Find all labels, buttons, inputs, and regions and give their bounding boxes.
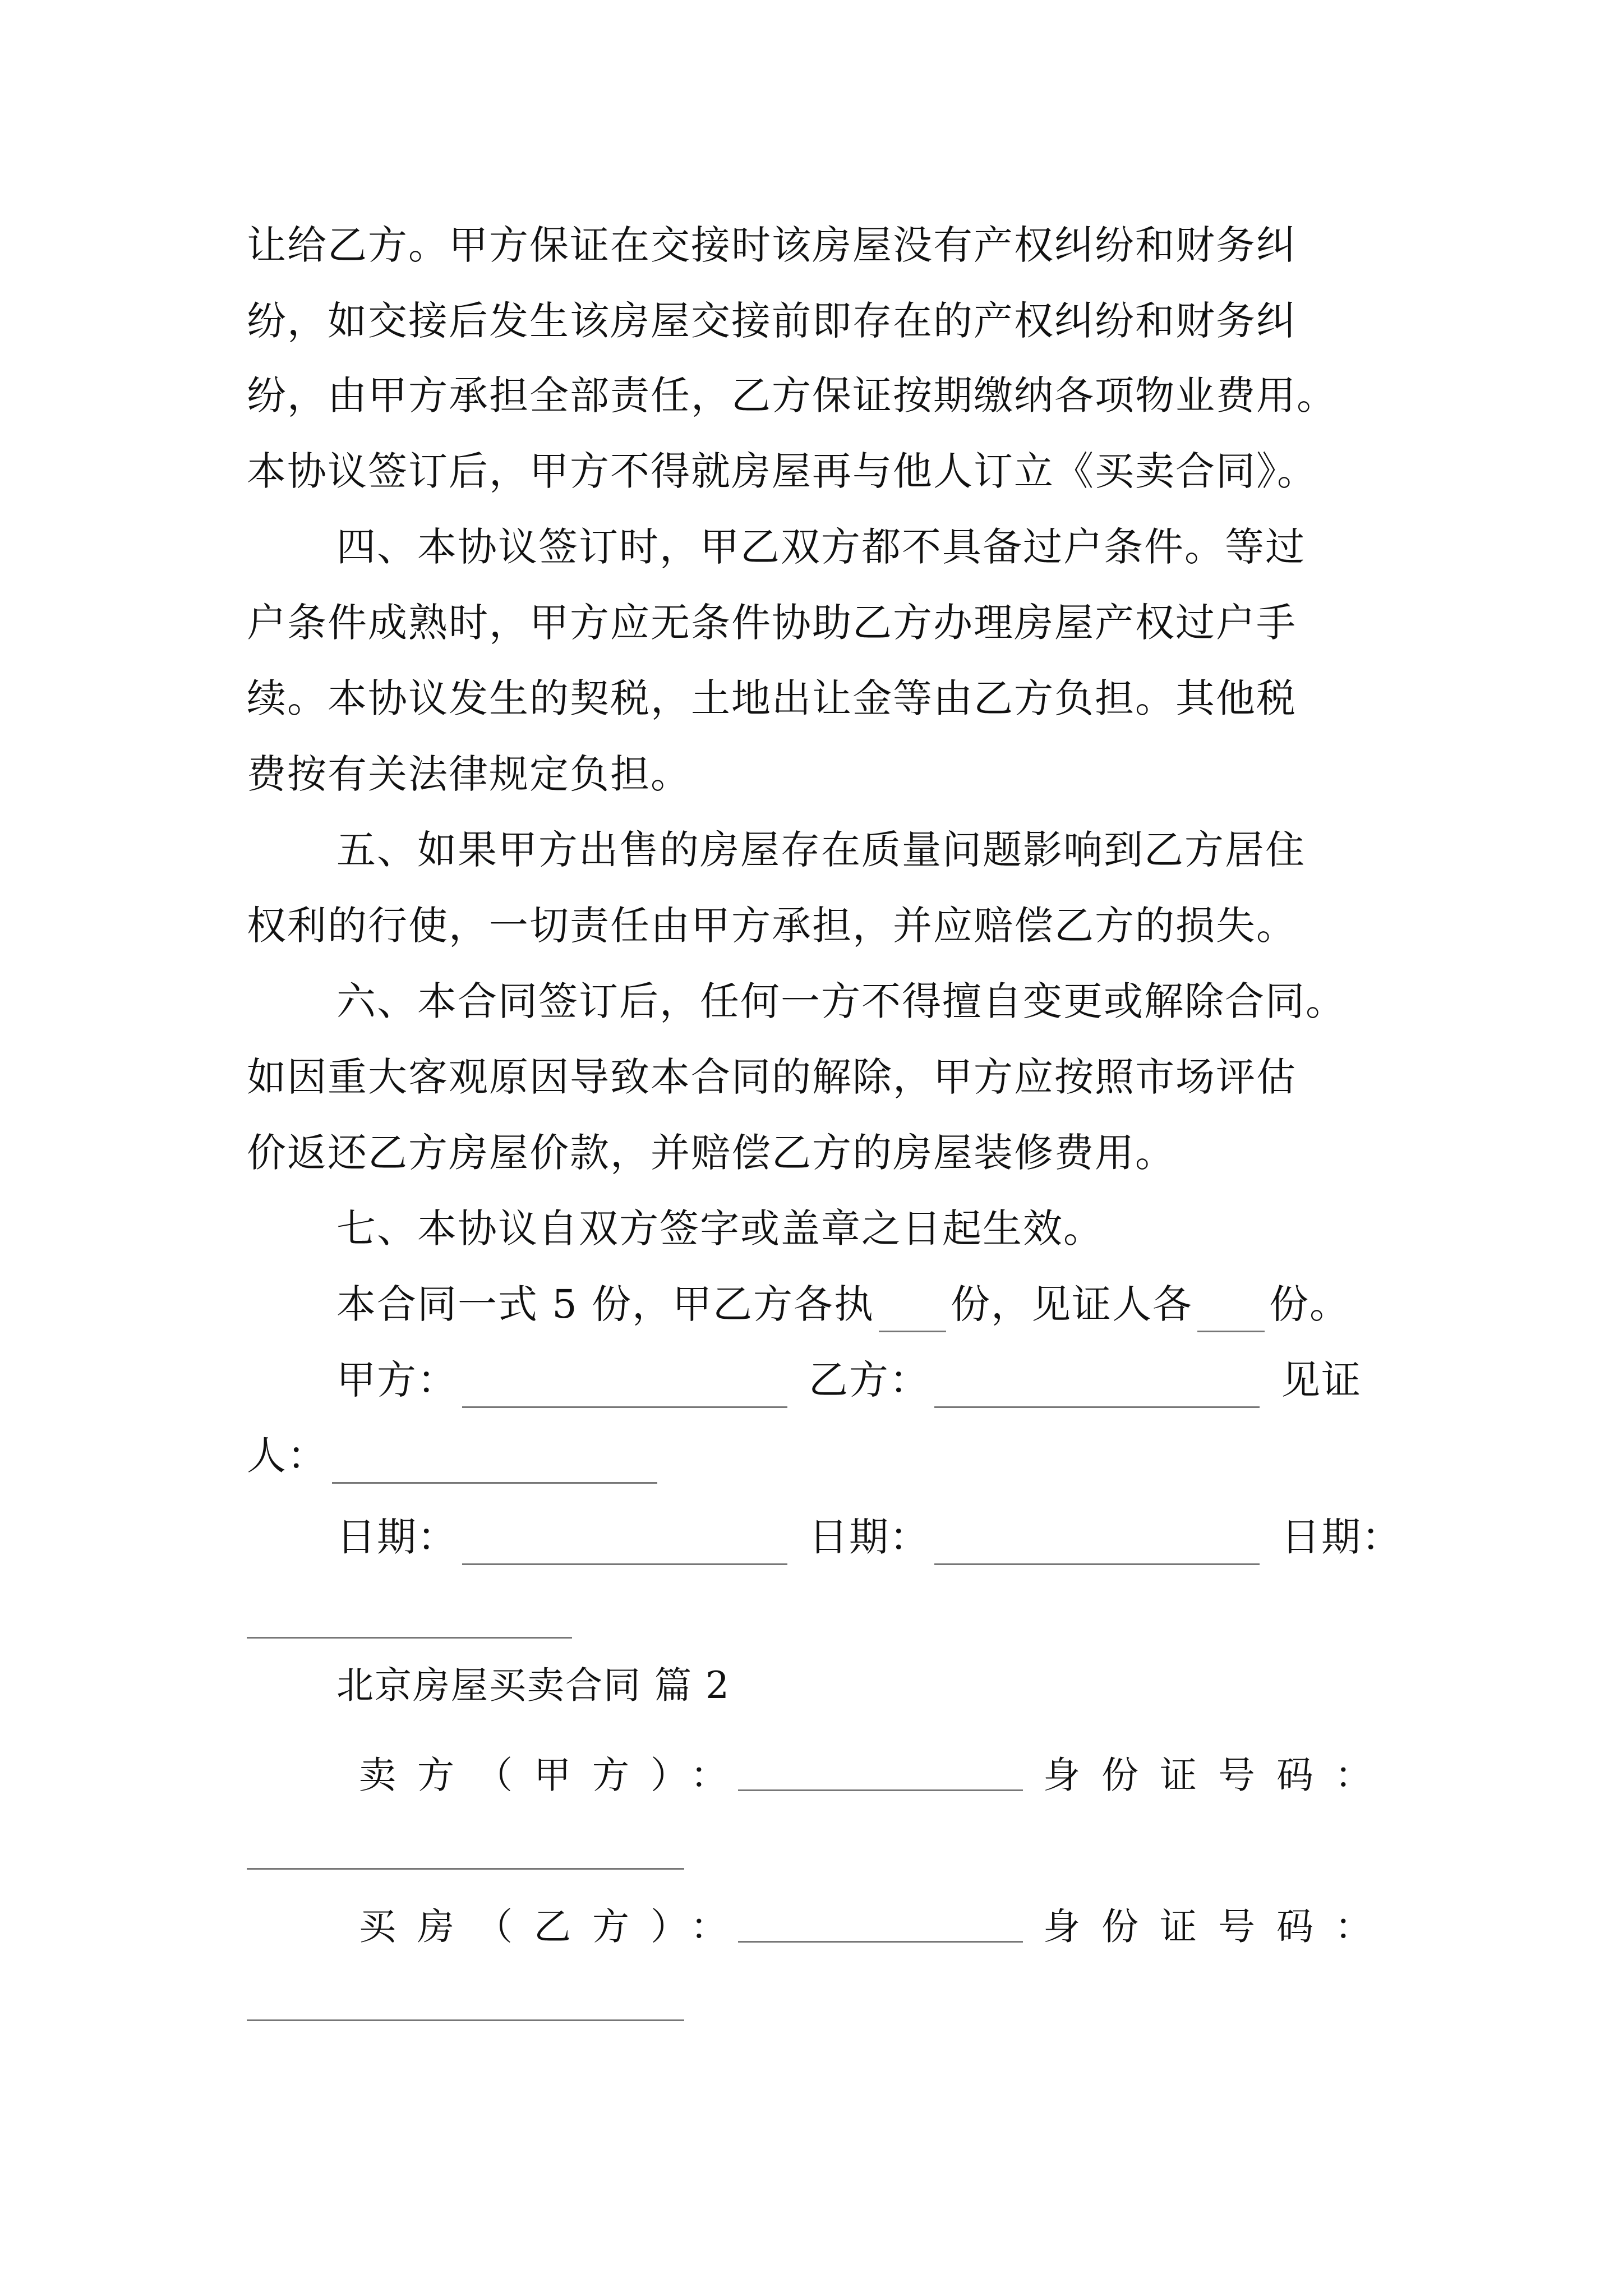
text-line-10: 权利的行使，一切责任由甲方承担，并应赔偿乙方的损失。 [247, 903, 1297, 949]
date-1-label: 日期： [336, 1514, 458, 1560]
text-line-1: 让给乙方。甲方保证在交接时该房屋没有产权纠纷和财务纠 [247, 222, 1297, 268]
copies-line [336, 1276, 1350, 1332]
seller-name-blank[interactable] [738, 1789, 1023, 1791]
text-line-7: 续。本协议发生的契税，土地出让金等由乙方负担。其他税 [247, 675, 1297, 721]
parties-line [336, 1352, 1362, 1408]
witness-label-part2: 人： [247, 1433, 328, 1479]
text-line-11: 六、本合同签订后，任何一方不得擅自变更或解除合同。 [336, 978, 1346, 1024]
witness-label-part1: 见证 [1281, 1357, 1362, 1403]
date-2-label: 日期： [809, 1514, 930, 1560]
buyer-id-blank[interactable] [247, 2019, 684, 2021]
buyer-id-label: 身份证号码： [1043, 1905, 1393, 1948]
text-line-12: 如因重大客观原因导致本合同的解除，甲方应按照市场评估 [247, 1054, 1297, 1100]
seller-id-label: 身份证号码： [1043, 1754, 1393, 1797]
dates-line [336, 1509, 1402, 1565]
party-a-label: 甲方： [336, 1357, 458, 1403]
date-3-blank[interactable] [247, 1637, 572, 1639]
seller-id-blank[interactable] [247, 1868, 684, 1870]
text-line-5: 四、本协议签订时，甲乙双方都不具备过户条件。等过 [336, 524, 1306, 570]
witness-signature-blank[interactable] [332, 1442, 657, 1484]
copies-blank-a[interactable] [879, 1290, 946, 1332]
text-line-6: 户条件成熟时，甲方应无条件协助乙方办理房屋产权过户手 [247, 600, 1297, 646]
buyer-line [359, 1899, 749, 1955]
text-line-9: 五、如果甲方出售的房屋存在质量问题影响到乙方居住 [336, 827, 1306, 873]
text-line-8: 费按有关法律规定负担。 [247, 751, 691, 797]
witness-line [247, 1428, 662, 1484]
text-line-3: 纷，由甲方承担全部责任，乙方保证按期缴纳各项物业费用。 [247, 372, 1337, 418]
buyer-label: 买房（乙方）： [359, 1905, 749, 1948]
seller-label: 卖方（甲方）： [359, 1754, 749, 1797]
copies-suffix: 份。 [1269, 1281, 1350, 1327]
text-line-13: 价返还乙方房屋价款，并赔偿乙方的房屋装修费用。 [247, 1130, 1175, 1176]
date-1-blank[interactable] [462, 1523, 787, 1565]
date-2-blank[interactable] [934, 1523, 1260, 1565]
date-3-label: 日期： [1281, 1514, 1402, 1560]
copies-prefix: 本合同一式 5 份，甲乙方各执 [336, 1281, 875, 1327]
seller-line [359, 1747, 749, 1803]
party-b-label: 乙方： [809, 1357, 930, 1403]
copies-blank-witness[interactable] [1197, 1290, 1265, 1332]
party-b-signature-blank[interactable] [934, 1366, 1260, 1408]
section2-title: 北京房屋买卖合同 篇 2 [336, 1664, 730, 1707]
text-line-2: 纷，如交接后发生该房屋交接前即存在的产权纠纷和财务纠 [247, 298, 1297, 344]
text-line-4: 本协议签订后，甲方不得就房屋再与他人订立《买卖合同》。 [247, 448, 1317, 494]
text-line-14: 七、本协议自双方签字或盖章之日起生效。 [336, 1205, 1104, 1251]
copies-mid: 份，见证人各 [951, 1281, 1193, 1327]
buyer-name-blank[interactable] [738, 1941, 1023, 1943]
party-a-signature-blank[interactable] [462, 1366, 787, 1408]
